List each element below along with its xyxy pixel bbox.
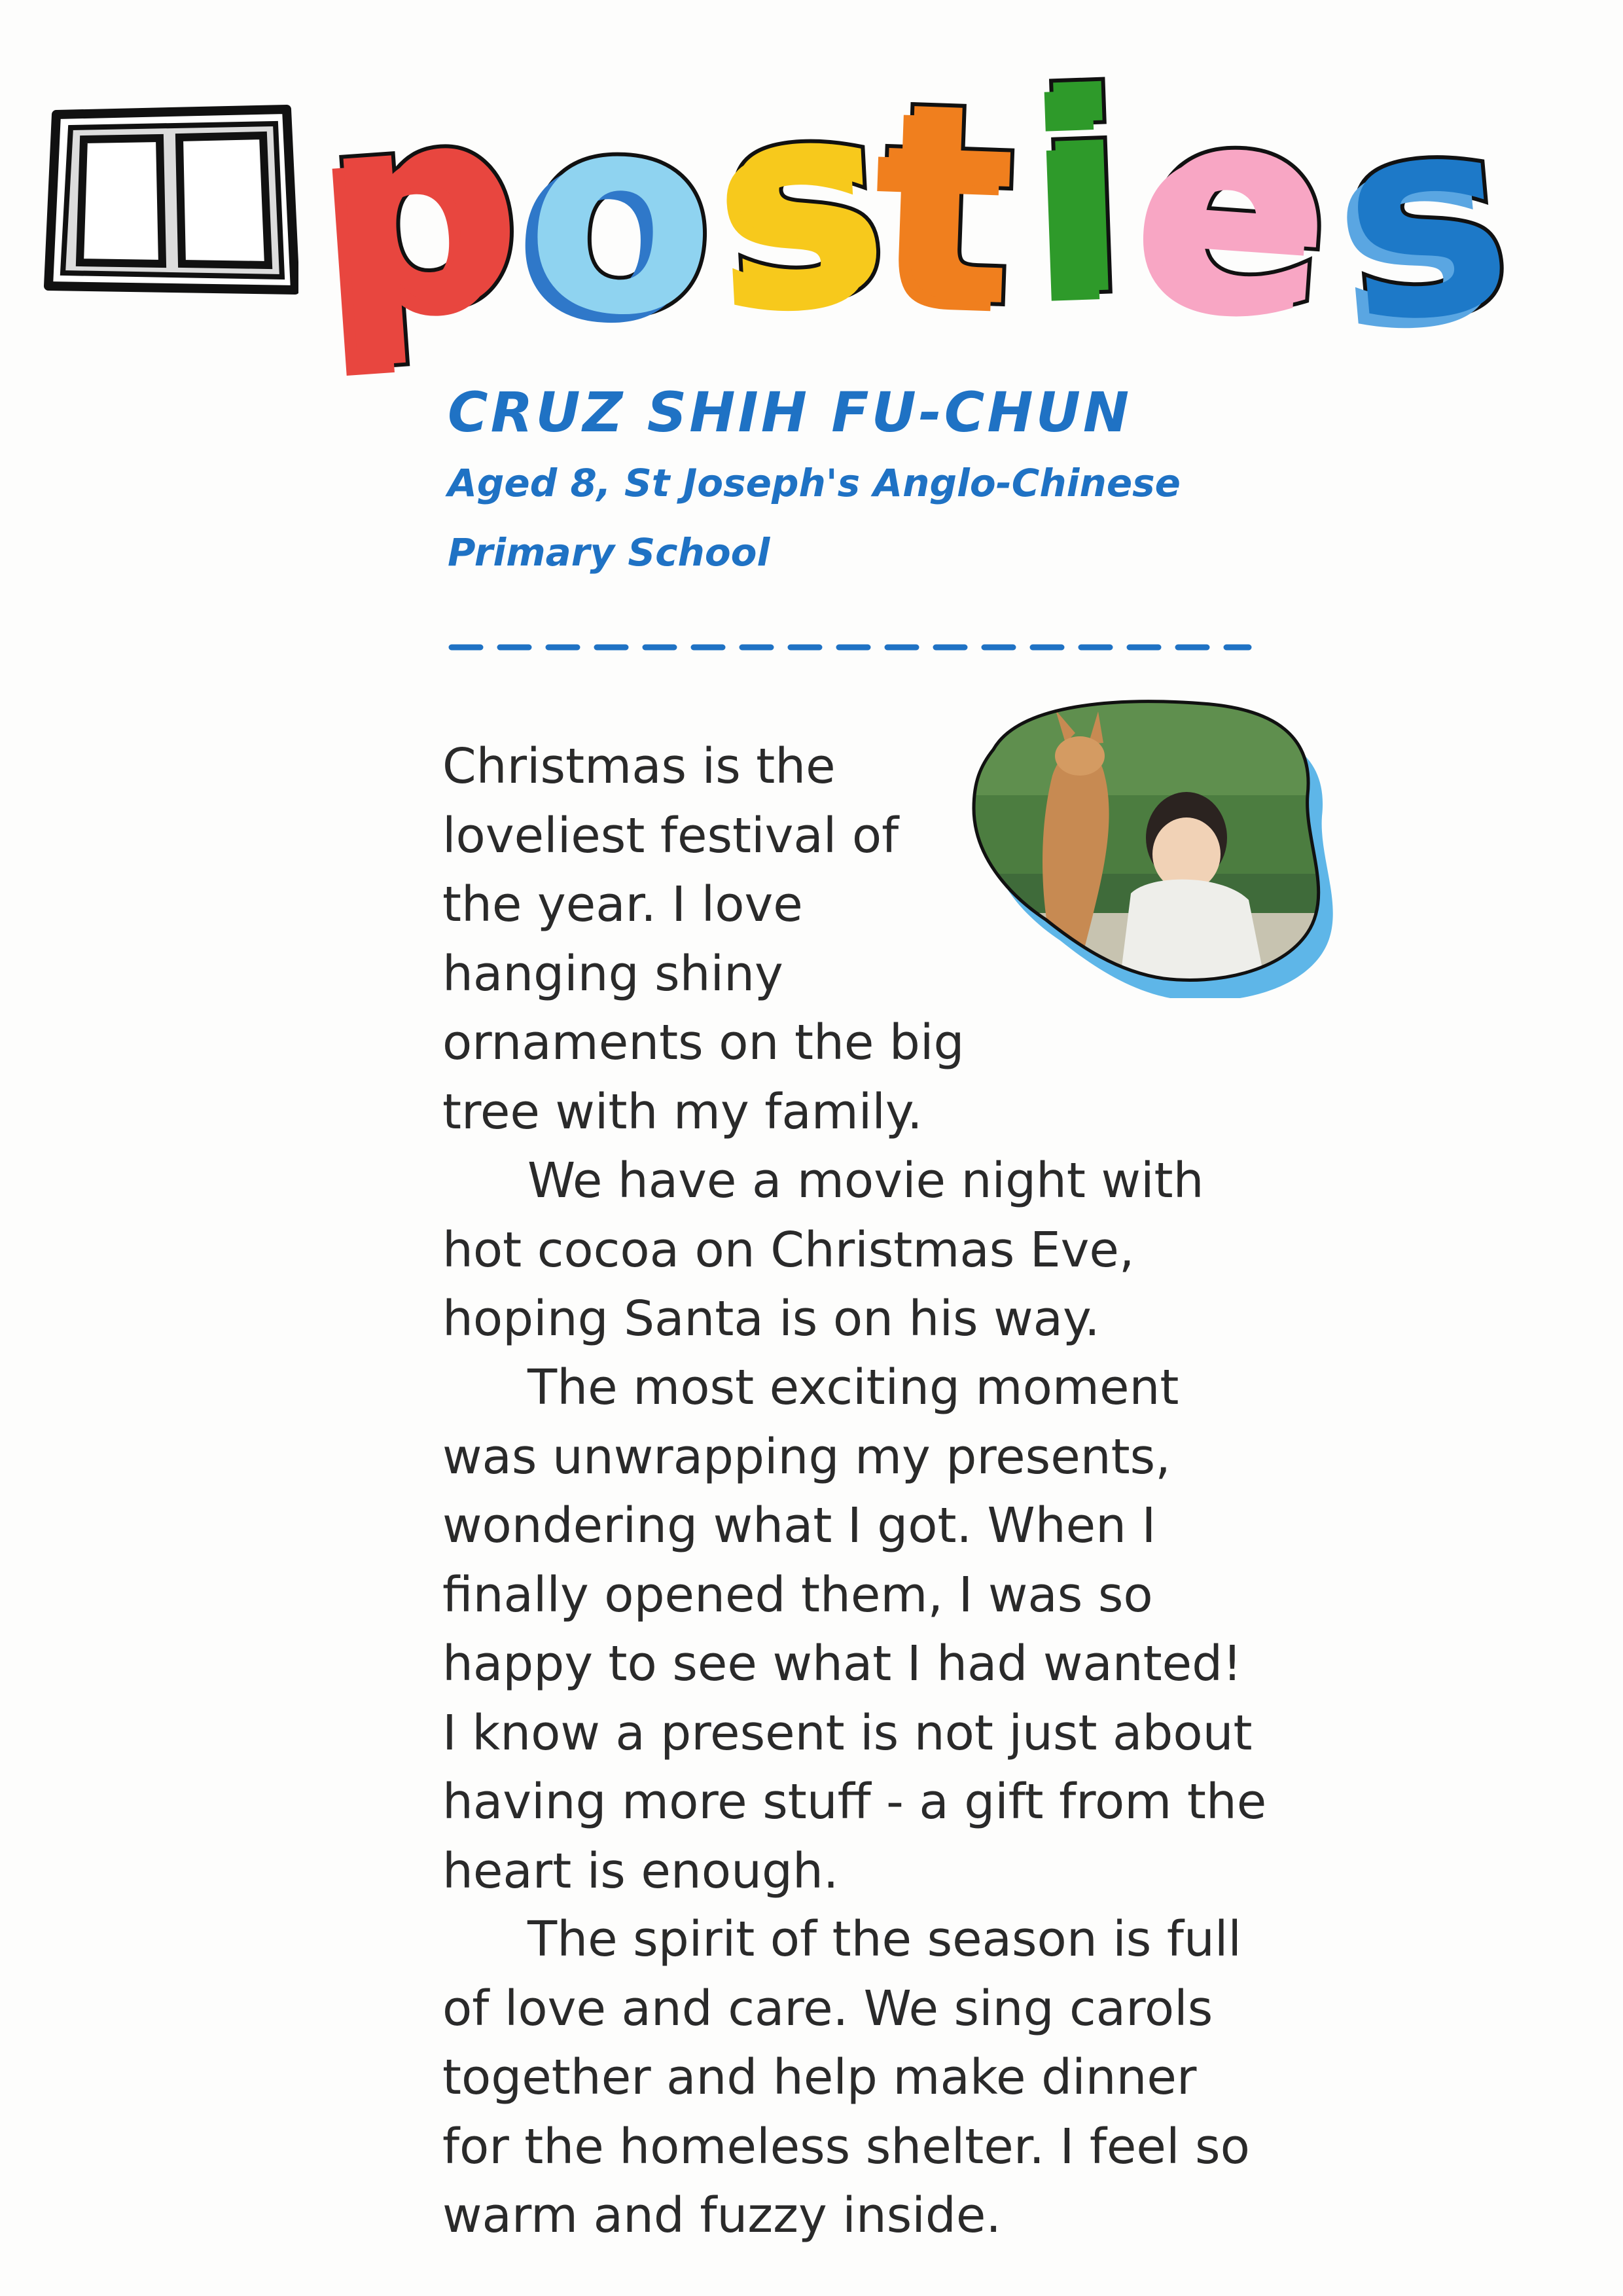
author-details: Aged 8, St Joseph's Anglo-Chinese Primary School — [448, 461, 1181, 575]
byline — [448, 376, 1364, 587]
masthead-letter-o: o — [518, 50, 724, 381]
article-paragraph-2: We have a movie night with hot cocoa on Christmas Eve, hoping Santa is on his way. — [442, 1153, 1204, 1347]
masthead-letter-s-last: s — [1331, 52, 1522, 386]
masthead-letter-i: i — [1028, 34, 1134, 358]
article-paragraph-4: The spirit of the season is full of love and care. We sing carols together and help make dinner for the homeless shelter. I feel so warm and fuzzy inside. — [442, 1911, 1250, 2244]
masthead — [39, 34, 1597, 386]
article-paragraph-1: Christmas is the loveliest festival of the year. I love hanging shiny ornaments on the big tree with my family. — [442, 738, 965, 1140]
window-frame-icon — [43, 101, 298, 298]
masthead-letter-e: e — [1134, 43, 1343, 376]
author-name: CRUZ SHIH FU-CHUN — [448, 380, 1132, 444]
kangaroo-photo-icon — [967, 697, 1334, 998]
masthead-letter-p: p — [313, 43, 532, 376]
article-paragraph-3: The most exciting moment was unwrapping my presents, wondering what I got. When I finally opened them, I was so happy to see what I had wanted! I know a present is not just about having more stuff - a gift from the heart is enough. — [442, 1359, 1267, 1899]
masthead-letter-s: s — [715, 38, 895, 367]
dashed-divider — [448, 643, 1253, 651]
masthead-letter-t: t — [878, 43, 1021, 368]
